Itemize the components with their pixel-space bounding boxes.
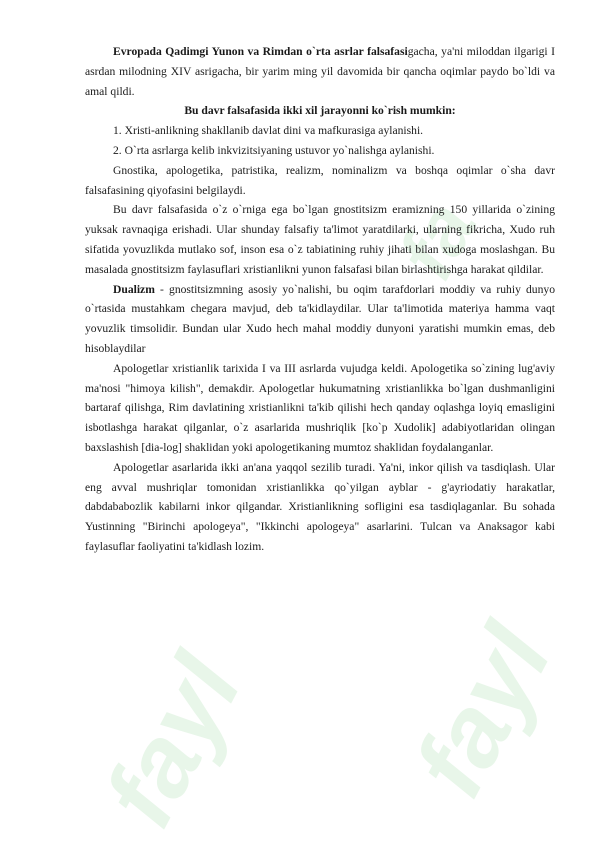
list-item-2: 2. O`rta asrlarga kelib inkvizitsiyaning ustuvor yo`nalishga aylanishi.	[113, 143, 435, 157]
watermark-top: fa	[380, 187, 493, 293]
watermark-left: fayl	[82, 638, 263, 844]
paragraph-dualism	[85, 280, 555, 359]
dualism-text: - gnostitsizmning asosiy yo`nalishi, bu oqim tarafdorlari moddiy va ruhiy dunyo o`rtasida mustahkam chegara mavjud, deb ta'kidlaydilar. Ular ta'limotida materiya hamma vaqt yovuzlik timsolidir. Bundan ular Xudo hech mahal moddiy dunyoni yaratishi mumkin emas, deb hisoblaydilar	[85, 282, 555, 355]
paragraph-apologetics: Apologetlar xristianlik tarixida I va III asrlarda vujudga keldi. Apologetika so`zining lug'aviy ma'nosi "himoya kilish", demakdir. Apologetlar hukumatning xristianlikka bo`lgan dushmanligini bartaraf qilishga, Rim davlatining xristianlikni ta'kib qilishi hech qanday oqlashga loyiq emasligini isbotlashga harakat qilganlar, o`z asarlarida mushriqlik [ko`p Xudolik] adabiyotlaridan olingan baxslashish [dia-log] shaklidan yoki apologetikaning mumtoz shaklidan foydalanganlar.	[85, 361, 555, 454]
section-heading: Bu davr falsafasida ikki xil jarayonni ko`rish mumkin:	[184, 104, 456, 118]
intro-text: gacha, ya'ni miloddan ilgarigi I asrdan milodning XIV asrigacha, bir yarim ming yil davomida bir qancha oqimlar paydo bo`ldi va amal qildi.	[85, 45, 555, 98]
list-item-1: 1. Xristi-anlikning shakllanib davlat dini va mafkurasiga aylanishi.	[113, 124, 424, 138]
paragraph-intro	[85, 42, 555, 101]
intro-bold-phrase: Evropada Qadimgi Yunon va Rimdan o`rta asrlar falsafasi	[113, 45, 408, 58]
watermark-right: fayl	[392, 608, 573, 814]
paragraph-currents: Gnostika, apologetika, patristika, realizm, nominalizm va boshqa oqimlar o`sha davr falsafasining qiyofasini belgilaydi.	[85, 163, 555, 197]
paragraph-gnosticism: Bu davr falsafasida o`z o`rniga ega bo`lgan gnostitsizm eramizning 150 yillarida o`zining yuksak ravnaqiga erishadi. Ular shunday falsafiy ta'limot yaratdilarki, ularning fikricha, Xudo ruh sifatida yovuzlikda mutlako sof, inson esa o`z tabiatining ruhiy jihati bilan xudoga moslashgan. Bu masalada gnostitsizm faylasuflari xristianlikni yunon falsafasi bilan birlashtirishga harakat qildilar.	[85, 203, 555, 276]
document-body	[85, 42, 555, 557]
dualism-term: Dualizm	[113, 282, 155, 296]
paragraph-apologetic-traditions: Apologetlar asarlarida ikki an'ana yaqqol sezilib turadi. Ya'ni, inkor qilish va tasdiqlash. Ular eng avval mushriqlar tomonidan xristianlikka qo`yilgan ayblar - g'ayriodatiy harakatlar, dabdababozlik kabilarni inkor qilgandar. Xristianlikning sofligini esa tasdiqlaganlar. Bu sohada Yustinning "Birinchi apologeya", "Ikkinchi apologeya" asarlarini. Tulcan va Anaksagor kabi faylasuflar faoliyatini ta'kidlash lozim.	[85, 460, 555, 553]
